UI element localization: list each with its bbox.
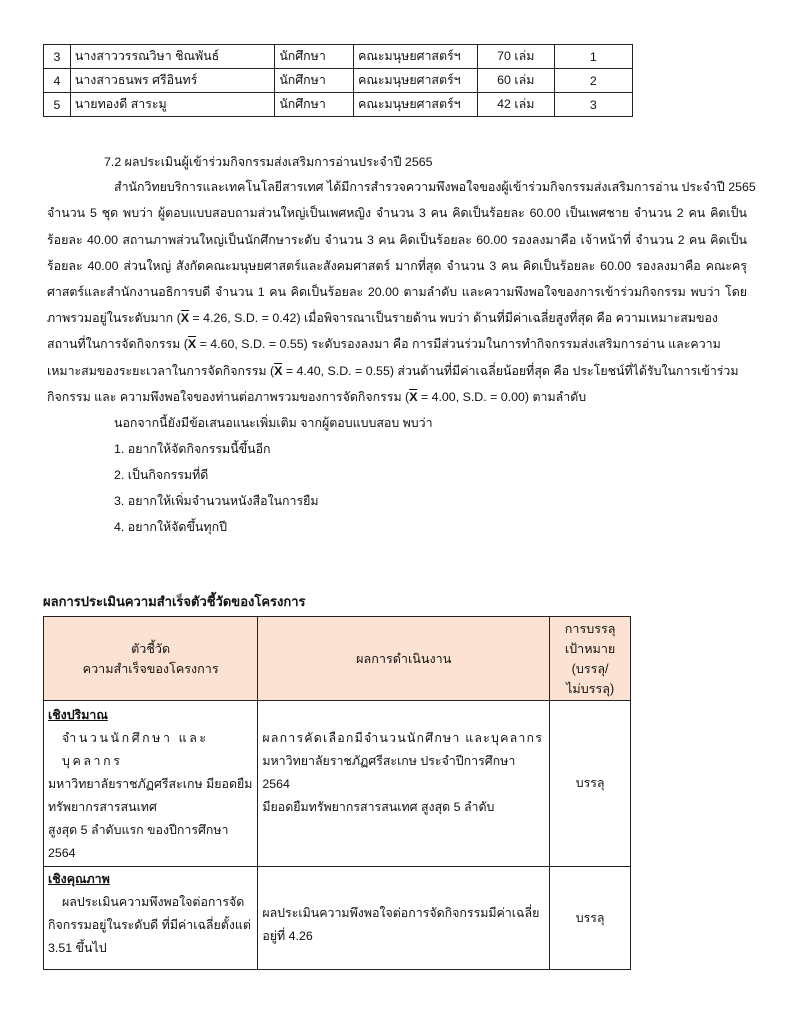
indicator-header: ตัวชี้วัด ความสำเร็จของโครงการ xyxy=(44,617,258,701)
row-number: 5 xyxy=(44,93,71,117)
quantity-target-cell: บรรลุ xyxy=(550,701,631,867)
borrower-status: นักศึกษา xyxy=(275,45,354,69)
borrower-status: นักศึกษา xyxy=(275,69,354,93)
row-number: 4 xyxy=(44,69,71,93)
paragraph-line: ภาพรวมอยู่ในระดับมาก (X = 4.26, S.D. = 0.42) เมื่อพิจารณาเป็นรายด้าน พบว่า ด้านที่มีค่าเฉลี่ยสูงที่สุด คือ ความเหมาะสมของ xyxy=(47,311,718,325)
paragraph-line: เหมาะสมของระยะเวลาในการจัดกิจกรรม (X = 4.40, S.D. = 0.55) ส่วนด้านที่มีค่าเฉลี่ยน้อยที่สุด คือ ประโยชน์ที่ได้รับในการเข้าร่วม xyxy=(47,364,739,378)
borrower-status: นักศึกษา xyxy=(275,93,354,117)
suggestion-item: 2. เป็นกิจกรรมที่ดี xyxy=(114,468,209,482)
borrow-rank: 3 xyxy=(554,93,632,117)
borrow-count: 70 เล่ม xyxy=(477,45,554,69)
borrower-faculty: คณะมนุษยศาสตร์ฯ xyxy=(354,69,478,93)
borrow-count: 42 เล่ม xyxy=(477,93,554,117)
suggestion-item: 1. อยากให้จัดกิจกรรมนี้ขึ้นอีก xyxy=(114,442,271,456)
kpi-quality-row xyxy=(44,867,631,970)
suggestion-item: 3. อยากให้เพิ่มจำนวนหนังสือในการยืม xyxy=(114,494,319,508)
borrower-name: นายทองดี สาระมู xyxy=(70,93,274,117)
kpi-title: ผลการประเมินความสำเร็จตัวชี้วัดของโครงการ xyxy=(43,594,306,609)
borrow-rank: 1 xyxy=(554,45,632,69)
quantity-indicator-cell: เชิงปริมาณ จำนวนนักศึกษา และบุคลากร มหาวิทยาลัยราชภัฏศรีสะเกษ มียอดยืม ทรัพยากรสารสนเทศ สูงสุด 5 ลำดับแรก ของปีการศึกษา 2564 xyxy=(44,701,258,867)
quality-label: เชิงคุณภาพ xyxy=(48,872,110,886)
quality-result-cell: ผลประเมินความพึงพอใจต่อการจัดกิจกรรมมีค่าเฉลี่ย อยู่ที่ 4.26 xyxy=(258,867,550,970)
mean-symbol: X xyxy=(274,364,283,378)
kpi-quantity-row xyxy=(44,701,631,867)
section-heading: 7.2 ผลประเมินผู้เข้าร่วมกิจกรรมส่งเสริมการอ่านประจำปี 2565 xyxy=(104,155,433,169)
quantity-label: เชิงปริมาณ xyxy=(48,708,108,722)
mean-symbol: X xyxy=(180,311,189,325)
paragraph-line: สถานที่ในการจัดกิจกรรม (X = 4.60, S.D. = 0.55) ระดับรองลงมา คือ การมีส่วนร่วมในการทำกิจกรรมส่งเสริมการอ่าน และความ xyxy=(47,337,721,351)
suggestion-item: 4. อยากให้จัดขึ้นทุกปี xyxy=(114,520,227,534)
paragraph-line: ศาสตร์และสำนักงานอธิการบดี จำนวน 1 คน คิดเป็นร้อยละ 20.00 ตามลำดับ และความพึงพอใจของการเข้าร่วมกิจกรรม พบว่า โดย xyxy=(47,285,747,299)
borrower-faculty: คณะมนุษยศาสตร์ฯ xyxy=(354,45,478,69)
mean-symbol: X xyxy=(409,390,418,404)
borrower-name: นางสาวธนพร ศรีอินทร์ xyxy=(70,69,274,93)
borrow-rank: 2 xyxy=(554,69,632,93)
kpi-table xyxy=(43,616,631,970)
quality-indicator-cell: เชิงคุณภาพ ผลประเมินความพึงพอใจต่อการจัด กิจกรรมอยู่ในระดับดี ที่มีค่าเฉลี่ยตั้งแต่ 3.51 ขึ้นไป xyxy=(44,867,258,970)
table-row xyxy=(44,45,633,69)
quality-target-cell: บรรลุ xyxy=(550,867,631,970)
table-row xyxy=(44,69,633,93)
borrow-count: 60 เล่ม xyxy=(477,69,554,93)
row-number: 3 xyxy=(44,45,71,69)
kpi-header-row xyxy=(44,617,631,701)
paragraph-line: ร้อยละ 40.00 ส่วนใหญ่ สังกัดคณะมนุษยศาสตร์และสังคมศาสตร์ มากที่สุด จำนวน 3 คน คิดเป็นร้อยละ 60.00 รองลงมาคือ คณะครุ xyxy=(47,259,747,273)
paragraph-line: ร้อยละ 40.00 สถานภาพส่วนใหญ่เป็นนักศึกษาระดับ จำนวน 3 คน คิดเป็นร้อยละ 60.00 รองลงมาคือ เจ้าหน้าที่ จำนวน 2 คน คิดเป็น xyxy=(47,233,747,247)
mean-symbol: X xyxy=(187,337,197,351)
paragraph-line: กิจกรรม และ ความพึงพอใจของท่านต่อภาพรวมของการจัดกิจกรรม (X = 4.00, S.D. = 0.00) ตามลำดับ xyxy=(47,390,587,404)
top-ranking-table xyxy=(43,44,633,117)
paragraph-line: สำนักวิทยบริการและเทคโนโลยีสารเทศ ได้มีการสำรวจความพึงพอใจของผู้เข้าร่วมกิจกรรมส่งเสริมการอ่าน ประจำปี 2565 xyxy=(114,180,756,194)
quantity-result-cell: ผลการคัดเลือกมีจำนวนนักศึกษา และบุคลากร มหาวิทยาลัยราชภัฏศรีสะเกษ ประจำปีการศึกษา 2564 มียอดยืมทรัพยากรสารสนเทศ สูงสุด 5 ลำดับ xyxy=(258,701,550,867)
target-header: การบรรลุ เป้าหมาย (บรรลุ/ ไม่บรรลุ) xyxy=(550,617,631,701)
suggestion-intro: นอกจากนี้ยังมีข้อเสนอแนะเพิ่มเติม จากผู้ตอบแบบสอบ พบว่า xyxy=(114,416,433,430)
table-row xyxy=(44,93,633,117)
borrower-faculty: คณะมนุษยศาสตร์ฯ xyxy=(354,93,478,117)
borrower-name: นางสาววรรณวิษา ชิณพันธ์ xyxy=(70,45,274,69)
result-header: ผลการดำเนินงาน xyxy=(258,617,550,701)
paragraph-line: จำนวน 5 ชุด พบว่า ผู้ตอบแบบสอบถามส่วนใหญ่เป็นเพศหญิง จำนวน 3 คน คิดเป็นร้อยละ 60.00 เป็นเพศชาย จำนวน 2 คน คิดเป็น xyxy=(47,206,747,220)
